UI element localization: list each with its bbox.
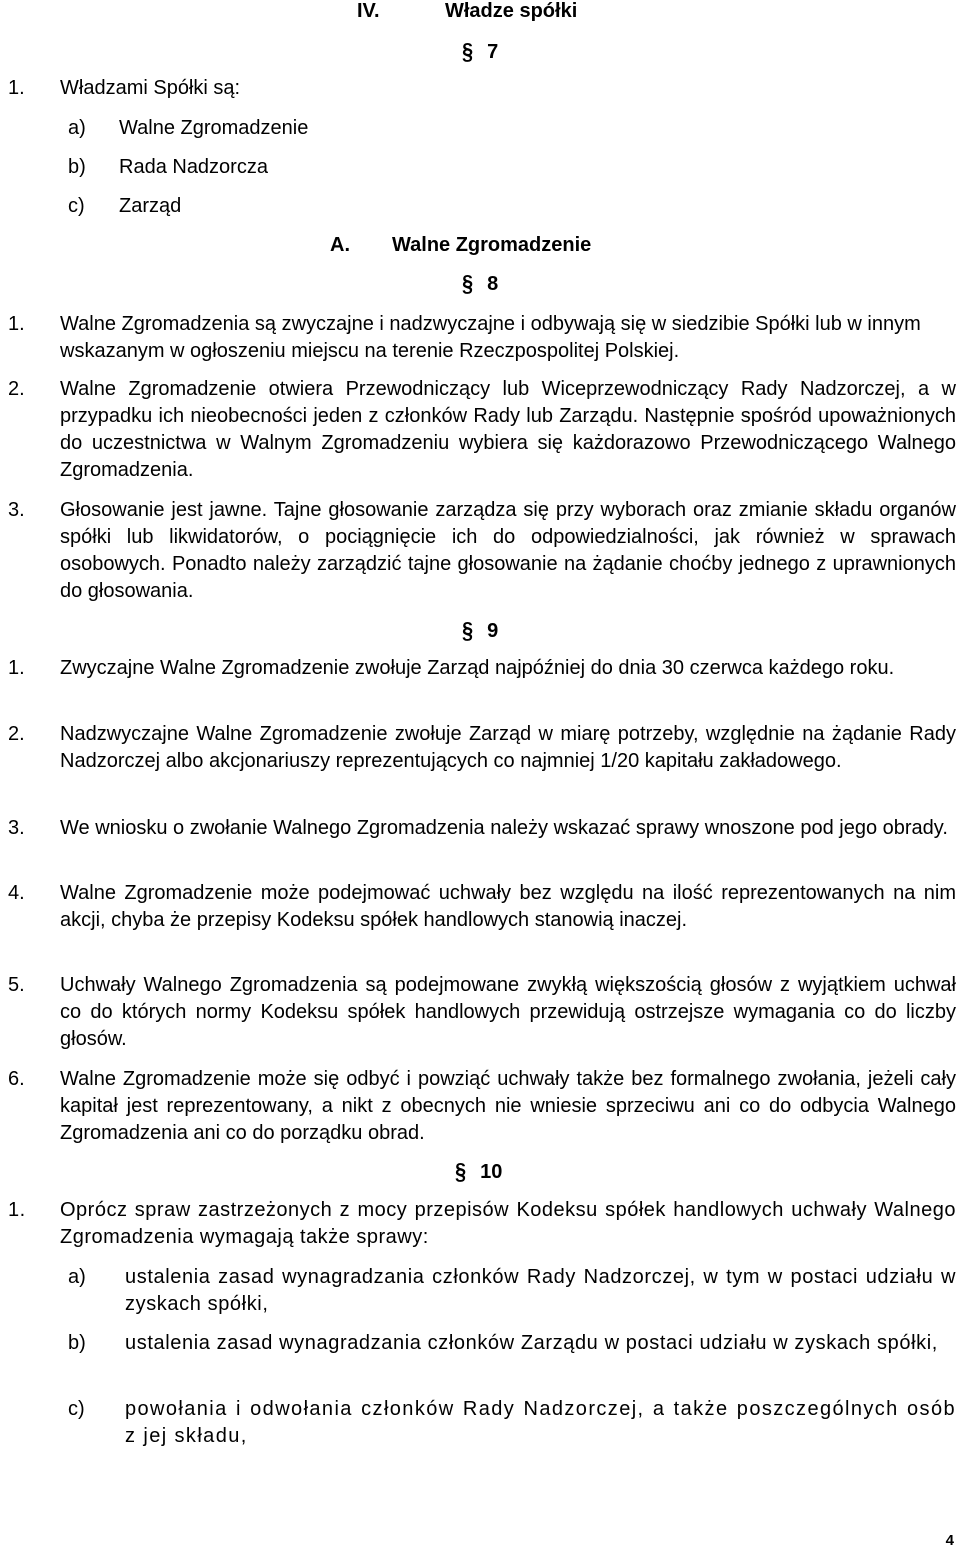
list-item bbox=[8, 815, 956, 842]
sub-list-item bbox=[68, 1330, 956, 1357]
item-text: Oprócz spraw zastrzeżonych z mocy przepisów Kodeksu spółek handlowych uchwały Walnego Zgromadzenia wymagają także sprawy: bbox=[60, 1199, 956, 1248]
list-item bbox=[8, 1066, 956, 1147]
item-text: Zwyczajne Walne Zgromadzenie zwołuje Zarząd najpóźniej do dnia 30 czerwca każdego roku. bbox=[60, 657, 895, 679]
list-item bbox=[8, 972, 956, 1053]
sub-item-text: ustalenia zasad wynagradzania członków Rady Nadzorczej, w tym w postaci udziału w zyskach spółki, bbox=[125, 1266, 956, 1315]
section-iv-number: IV. bbox=[357, 0, 380, 22]
list-item bbox=[8, 655, 956, 682]
list-item bbox=[8, 376, 956, 484]
sub-item-text: ustalenia zasad wynagradzania członków Zarządu w postaci udziału w zyskach spółki, bbox=[125, 1332, 938, 1354]
list-item bbox=[8, 721, 956, 775]
item-number: 6. bbox=[8, 1068, 25, 1090]
item-number: 3. bbox=[8, 499, 25, 521]
paragraph-number: 10 bbox=[480, 1161, 503, 1183]
list-item bbox=[8, 1197, 956, 1251]
item-number: 2. bbox=[8, 723, 25, 745]
list-item bbox=[8, 880, 956, 934]
item-number: 1. bbox=[8, 77, 25, 99]
page-number: 4 bbox=[945, 1532, 954, 1549]
paragraph-number: 8 bbox=[487, 273, 499, 295]
sub-item-number: a) bbox=[68, 1266, 86, 1288]
sub-item-number: b) bbox=[68, 156, 86, 178]
item-text: Nadzwyczajne Walne Zgromadzenie zwołuje Zarząd w miarę potrzeby, względnie na żądanie Rady Nadzorczej albo akcjonariuszy reprezentujących co najmniej 1/20 kapitału zakładowego. bbox=[60, 723, 956, 772]
section-sign: § bbox=[462, 39, 474, 65]
paragraph-7-heading bbox=[462, 39, 498, 66]
item-number: 2. bbox=[8, 378, 25, 400]
section-a-title: Walne Zgromadzenie bbox=[392, 234, 592, 256]
item-number: 5. bbox=[8, 974, 25, 996]
sub-list-item bbox=[68, 1264, 956, 1318]
item-text: Walne Zgromadzenie może się odbyć i powziąć uchwały także bez formalnego zwołania, jeżeli cały kapitał jest reprezentowany, a nikt z obecnych nie wniesie sprzeciwu ani co do odbycia Walnego Zgromadzenia ani co do porządku obrad. bbox=[60, 1068, 956, 1144]
sub-item-text: Rada Nadzorcza bbox=[119, 156, 268, 178]
list-item bbox=[8, 75, 956, 102]
section-a-number: A. bbox=[330, 234, 350, 256]
item-text: Władzami Spółki są: bbox=[60, 77, 241, 99]
paragraph-9-heading bbox=[462, 618, 498, 645]
paragraph-10-heading bbox=[455, 1159, 502, 1186]
item-text: Walne Zgromadzenie może podejmować uchwały bez względu na ilość reprezentowanych na nim akcji, chyba że przepisy Kodeksu spółek handlowych stanowią inaczej. bbox=[60, 882, 956, 931]
sub-list-item bbox=[68, 1396, 956, 1450]
paragraph-number: 7 bbox=[487, 41, 499, 63]
item-number: 1. bbox=[8, 657, 25, 679]
section-sign: § bbox=[462, 618, 474, 644]
sub-item-number: c) bbox=[68, 1398, 85, 1420]
sub-item-text: Zarząd bbox=[119, 195, 182, 217]
sub-item-number: b) bbox=[68, 1332, 86, 1354]
item-number: 3. bbox=[8, 817, 25, 839]
section-sign: § bbox=[462, 271, 474, 297]
list-item bbox=[8, 311, 956, 365]
item-text: Walne Zgromadzenia są zwyczajne i nadzwyczajne i odbywają się w siedzibie Spółki lub w innym wskazanym w ogłoszeniu miejscu na terenie Rzeczpospolitej Polskiej. bbox=[60, 313, 921, 362]
item-text: Uchwały Walnego Zgromadzenia są podejmowane zwykłą większością głosów z wyjątkiem uchwał co do których normy Kodeksu spółek handlowych przewidują ostrzejsze wymagania co do liczby głosów. bbox=[60, 974, 956, 1050]
section-iv-title: Władze spółki bbox=[445, 0, 578, 22]
list-item bbox=[8, 497, 956, 605]
item-text: Walne Zgromadzenie otwiera Przewodniczący lub Wiceprzewodniczący Rady Nadzorczej, a w przypadku ich nieobecności jeden z członków Rady lub Zarządu. Następnie spośród upoważnionych do uczestnictwa w Walnym Zgromadzeniu wybiera się każdorazowo Przewodniczącego Walnego Zgromadzenia. bbox=[60, 378, 956, 481]
sub-item-text: powołania i odwołania członków Rady Nadzorczej, a także poszczególnych osób z jej składu, bbox=[125, 1398, 956, 1447]
item-number: 1. bbox=[8, 313, 25, 335]
section-sign: § bbox=[455, 1159, 467, 1185]
sub-item-number: a) bbox=[68, 117, 86, 139]
paragraph-number: 9 bbox=[487, 620, 499, 642]
item-number: 1. bbox=[8, 1199, 26, 1221]
item-number: 4. bbox=[8, 882, 25, 904]
item-text: We wniosku o zwołanie Walnego Zgromadzenia należy wskazać sprawy wnoszone pod jego obrady. bbox=[60, 817, 948, 839]
sub-item-text: Walne Zgromadzenie bbox=[119, 117, 309, 139]
item-text: Głosowanie jest jawne. Tajne głosowanie zarządza się przy wyborach oraz zmianie składu organów spółki lub likwidatorów, o pociągnięcie ich do odpowiedzialności, jak również w sprawach osobowych. Ponadto należy zarządzić tajne głosowanie na żądanie choćby jednego z uprawnionych do głosowania. bbox=[60, 499, 956, 602]
paragraph-8-heading bbox=[462, 271, 498, 298]
sub-item-number: c) bbox=[68, 195, 85, 217]
